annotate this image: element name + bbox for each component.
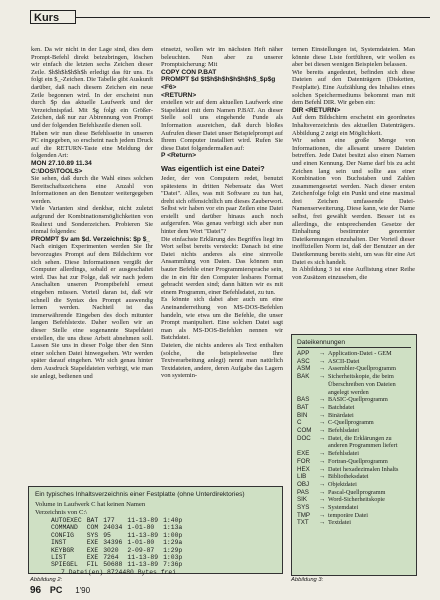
- paragraph: Wir sehen eine große Menge von Informationen, die allesamt unsere Dateien betreffen. Jede Datei besitzt also einen Namen und einen Kennung. Der Name darf bis zu acht Zeichen lang sein und sollte aus einer Kombination von Buchstaben und Zahlen zusammengesetzt werden. Nach dieser ersten Zeichenfolge folgt ein Punkt und eine maximal drei Zeichen umfassende Datei-Namenserweiterung. Diese kann, wie der Name selbst, frei gewählt werden. Besser ist es allerdings, die entsprechenden Gesetze der Einhaltung bestimmter genormter Dateikennungen einzuhalten. Der Vorteil dieser inoffiziellen Norm ist, daß der Benutzer an der Dateikennung bereits sieht, um was für eine Art Datei es sich handelt.: [292, 137, 415, 266]
- directory-cell: 11-13-89: [127, 517, 159, 524]
- figure-caption: Abbildung 2:: [30, 577, 63, 583]
- directory-cell: 1:00p: [163, 531, 183, 539]
- arrow-icon: →: [319, 511, 326, 519]
- arrow-icon: →: [319, 403, 326, 411]
- paragraph: Die einfachste Erklärung des Begriffes liegt im Wort selbst bereits versteckt: Danach ist eine Datei nichts anderes als eine sinnvolle Ansammlung von Daten. Das können nun bauter Befehle einer Programmiersprache sein, die in ein für den Computer lesbares Format gebracht werden sind; dann hätten wir es mit einem Programm, einer Befehlsdatei, zu tun.: [161, 235, 283, 296]
- extension-description: C-Quellprogramm: [328, 419, 374, 427]
- extension-code: SIK: [297, 496, 307, 504]
- directory-cell: 1-01-80: [127, 524, 155, 532]
- arrow-icon: →: [319, 519, 326, 527]
- text-column-2: [161, 46, 283, 486]
- volume-line: Volume in Laufwerk C hat keinen Namen: [35, 501, 146, 508]
- directory-cell: 1:40p: [163, 517, 183, 524]
- extension-description: Systemdatei: [328, 504, 359, 512]
- arrow-icon: →: [319, 457, 326, 465]
- directory-cell: 11-13-89: [127, 554, 159, 562]
- extension-item: [297, 404, 411, 412]
- paragraph: ken. Da wir nicht in der Lage sind, dies dem Prompt-Befehl direkt beizubringen, löschen wir einfach die letzten sechs Zeichen dieser Zeile. $h$h$h$h$h$h erledigt das für uns. Es folgt ein $_-Zeichen. Die Tabelle gibt Auskunft darüber, daß nach diesem Zeichen ein neue Zeile begonnen wird. In der erscheint nun durch $p das aktuelle Laufwerk und der Verzeichnispfad. Mit $g folgt ein Größer-Zeichen, daß nur zur Abtrennung von Prompt und der folgenden Befehlszeile dienen soll.: [31, 46, 153, 129]
- arrow-icon: →: [319, 504, 326, 512]
- extension-description: Bibliotheksdatei: [328, 473, 369, 481]
- arrow-icon: →: [319, 488, 326, 496]
- extension-item: [297, 450, 411, 458]
- arrow-icon: →: [319, 450, 326, 458]
- directory-cell: EXE: [86, 546, 99, 554]
- extensions-list: [297, 350, 411, 527]
- directory-row: [51, 547, 187, 554]
- directory-cell: 50688: [103, 561, 123, 569]
- box-title: Ein typisches Inhaltsverzeichnis einer Festplatte (ohne Unterdirektories): [35, 491, 245, 498]
- directory-row: [51, 532, 187, 539]
- arrow-icon: →: [319, 373, 326, 381]
- extension-description: Befehlsdatei: [328, 450, 359, 458]
- extension-code: BIN: [297, 411, 308, 419]
- extension-item: [297, 473, 411, 481]
- directory-cell: CONFIG: [51, 531, 75, 539]
- arrow-icon: →: [319, 465, 326, 473]
- arrow-icon: →: [319, 396, 326, 404]
- extension-description: Word-Sicherheitskopie: [328, 496, 385, 504]
- extension-item: [297, 373, 411, 396]
- paragraph: Wie bereits angedeutet, befinden sich diese Dateien auf den Datenträgern (Disketten, Festplatte). Eine Aufzählung des Inhaltes eines solchen Speichermediums bekommt man mit dem Befehl DIR. Wir geben ein:: [292, 68, 415, 107]
- directory-cell: 1:29p: [163, 546, 183, 554]
- section-label: Kurs: [30, 10, 76, 24]
- directory-cell: 11-13-89: [127, 531, 159, 539]
- extension-code: DOC: [297, 434, 311, 442]
- paragraph: Auf dem Bildschirm erscheint ein geordnetes Inhaltsverzeichnis des aktuellen Datenträgers. Abbildung 2 zeigt ein Möglichkeit.: [292, 114, 415, 137]
- extension-code: HEX: [297, 465, 310, 473]
- extension-code: BAK: [297, 373, 310, 381]
- extension-code: ASM: [297, 365, 311, 373]
- figure-caption: Abbildung 3:: [291, 577, 324, 583]
- extension-item: [297, 419, 411, 427]
- extension-item: [297, 427, 411, 435]
- extension-item: [297, 412, 411, 420]
- extension-item: [297, 481, 411, 489]
- extension-item: [297, 466, 411, 474]
- arrow-icon: →: [319, 434, 326, 442]
- code-line: <RETURN>: [161, 91, 197, 99]
- paragraph: erstellen wir auf dem aktuellen Laufwerk eine Stapeldatei mit dem Namen P.BAT. An dieser Stelle soll uns eingehende Funde als Information ausreichen, daß durch bloßes Aufrufen dieser Datei unser Beispielprompt auf Ihrem Computer installiert wird. Rufen Sie diese Datei folgendermaßen auf:: [161, 99, 283, 152]
- paragraph: Es könnte sich dabei aber auch um eine Aneinanderreihung von MS-DOS-Befehlen handeln, wie etwa um die Befehle, die unser Prompt manipuliert. Eine solchen Datei sagt man als MS-DOS-Befehlen nennen wir Batchdatei.: [161, 296, 283, 342]
- code-line: PROMPT $v am $d. Verzeichnis: $p $_: [31, 235, 151, 243]
- issue-number: 1'90: [75, 586, 91, 595]
- text-column-3: [292, 46, 415, 376]
- extension-item: [297, 365, 411, 373]
- paragraph: Haben wir nun diese Befehlsseite in unseren PC eingegeben, so erscheint nach jedem Druck auf die RETURN-Taste eine Meldung der folgenden Art:: [31, 129, 153, 160]
- extension-item: [297, 458, 411, 466]
- extension-description: Batchdatei: [328, 403, 355, 411]
- extension-description: Sicherheitskopie, die beim Überschreiben von Dateien angelegt werden: [328, 373, 396, 396]
- extension-code: EXE: [297, 450, 310, 458]
- extension-code: TMP: [297, 511, 311, 519]
- extension-description: Textdatei: [328, 519, 351, 527]
- directory-cell: 7:36p: [163, 561, 183, 569]
- section-heading: Was eigentlich ist eine Datei?: [161, 163, 265, 173]
- extension-item: [297, 512, 411, 520]
- directory-cell: COM: [86, 524, 99, 532]
- extension-description: Datei hexadezimalen Inhalts: [328, 465, 399, 473]
- directory-cell: 2-09-87: [127, 546, 155, 554]
- extension-code: COM: [297, 427, 312, 435]
- directory-cell: 1:13a: [163, 524, 183, 532]
- page-header: [30, 8, 430, 26]
- directory-cell: LIST: [51, 554, 67, 562]
- directory-cell: 1:03p: [163, 554, 183, 562]
- paragraph: ternen Einstellungen ist, Systemdateien. Man könnte diese Liste fortführen, wir wollen es aber bei diesen wenigen Beispielen belassen.: [292, 46, 415, 69]
- directory-cell: SYS: [86, 531, 99, 539]
- extension-code: SYS: [297, 504, 310, 512]
- arrow-icon: →: [319, 411, 326, 419]
- arrow-icon: →: [319, 480, 326, 488]
- directory-cell: SPIEGEL: [51, 561, 78, 569]
- extension-description: ASCII-Datei: [328, 357, 360, 365]
- extension-item: [297, 489, 411, 497]
- extension-item: [297, 435, 411, 450]
- paragraph: Nach einigen Experimenten werden Sie Ihr bevorzugtes Prompt auf dem Bildschirm vor sich sehen. Diese Informationen vergißt der Computer allerdings, sobald er ausgeschaltet wird. Das hat zur Folge, daß wir nach jedem Anschalten unseren Promptbefehl erneut eingeben müssen. Vorteil daran ist, daß wir schnell die Syntax des Prompt auswendig lernen werden. Nachteil ist das immerwährende Eingeben des doch mitunter langen Befehlstexte. Daher wollen wir an dieser Stelle eine sogenannte Stapeldatei erstellen, die uns diese Arbeit abnehmen soll. Lassen Sie uns in dieser Folge über den Sinn einer solchen Datei hinwegsehen. Wir werden später darauf eingehen. Wir sich genau hinter dem Ausdruck Stapeldateien verbirgt, wie man sie anlegt, bedienen und: [31, 243, 153, 380]
- extension-item: [297, 350, 411, 358]
- directory-cell: 7264: [103, 554, 119, 562]
- page-footer: [30, 585, 90, 598]
- directory-listing-box: [28, 486, 283, 574]
- directory-cell: 3020: [103, 546, 119, 554]
- extension-description: Assembler-Quellprogramm: [328, 365, 396, 373]
- extension-code: BAS: [297, 396, 310, 404]
- code-line: P <Return>: [161, 152, 197, 160]
- extension-code: C: [297, 419, 302, 427]
- magazine-logo: PC: [49, 585, 63, 595]
- extension-description: BASIC-Quellprogramm: [328, 396, 388, 404]
- extension-description: Befehlsdatei: [328, 427, 359, 435]
- directory-line: Verzeichnis von C:\: [35, 509, 88, 516]
- directory-cell: EXE: [86, 554, 99, 562]
- extension-code: BAT: [297, 403, 309, 411]
- code-line: COPY CON P.BAT: [161, 68, 217, 76]
- extension-code: APP: [297, 350, 310, 357]
- extension-item: [297, 358, 411, 366]
- paragraph: In Abbildung 3 ist eine Auflistung einer Reihe von Zusätzen einzusehen, die: [292, 266, 415, 281]
- text-column-1: [31, 46, 153, 484]
- extension-item: [297, 519, 411, 527]
- arrow-icon: →: [319, 350, 326, 357]
- arrow-icon: →: [319, 357, 326, 365]
- extension-description: Application-Datei - GEM: [328, 350, 392, 357]
- extension-description: Datei, die Erklärungen zu anderen Programmen liefert: [328, 434, 398, 450]
- directory-cell: INST: [51, 539, 67, 547]
- extension-code: ASC: [297, 357, 310, 365]
- arrow-icon: →: [319, 419, 326, 427]
- extension-description: Pascal-Quellprogramm: [328, 488, 386, 496]
- arrow-icon: →: [319, 427, 326, 435]
- directory-cell: BAT: [86, 517, 99, 524]
- code-line: PROMPT $d $t$h$h$h$h$h$h$_$p$g: [161, 76, 276, 84]
- extension-code: OBJ: [297, 480, 310, 488]
- directory-cell: 24034: [103, 524, 123, 532]
- directory-row: [51, 561, 187, 568]
- code-line: DIR <RETURN>: [292, 106, 341, 114]
- code-line: C:\DOS\TOOLS>: [31, 167, 83, 175]
- code-line: <F6>: [161, 83, 177, 91]
- paragraph: einsetzt, wollen wir im nächsten Heft näher beleuchten. Nun aber zu unserer Promptsicherung: Mit: [161, 46, 283, 69]
- extension-item: [297, 396, 411, 404]
- arrow-icon: →: [319, 473, 326, 481]
- extension-item: [297, 496, 411, 504]
- box-title: Dateikennungen: [297, 339, 411, 348]
- directory-cell: AUTOEXEC: [51, 517, 82, 524]
- directory-cell: 177: [103, 517, 115, 524]
- paragraph: Sie sehen, daß durch die Wahl eines solchen Bereitschaftszeichens eine Anzahl von Informationen an den Benutzer weitergegeben werden.: [31, 175, 153, 205]
- extension-description: Binärdatei: [328, 411, 354, 419]
- directory-row: [51, 539, 187, 546]
- directory-cell: EXE: [86, 539, 99, 547]
- directory-row: [51, 524, 187, 531]
- directory-cell: 1:29a: [163, 539, 183, 547]
- paragraph: Dateien, die nichts anderes als Text enthalten (solche, die beispielsweise Ihre Textverarbeitung anlegt) nennt man natürlich Textdateien, andere, deren Aufgabe das Lagern von systemin-: [161, 341, 283, 380]
- file-extensions-box: [291, 334, 417, 576]
- directory-row: [51, 554, 187, 561]
- directory-row: [51, 517, 187, 524]
- extension-code: LIB: [297, 473, 307, 481]
- directory-cell: 1-01-80: [127, 539, 155, 547]
- directory-cell: 11-13-89: [127, 561, 159, 569]
- directory-table: [51, 517, 187, 569]
- extension-code: FOR: [297, 457, 311, 465]
- paragraph: Jeder, der von Computern redet, benutzt spätestens in dritten Nebensatz das Wort "Datei". Alles, was mit Software zu tun hat, dreht sich offensichtlich um dieses Zauberwort. Selbst wir haben vor ein paar Zeilen eine Datei erstellt und darüber hinaus auch noch aufgerufen. Was genau verbirgt sich aber nun hinter dem Wort "Datei"?: [161, 174, 283, 236]
- extension-description: Fortran-Quellprogramm: [328, 457, 388, 465]
- directory-cell: COMMAND: [51, 524, 78, 532]
- code-line: MON 27.10.89 11.34: [31, 159, 92, 167]
- extension-description: Objektdatei: [328, 480, 357, 488]
- extension-code: TXT: [297, 519, 309, 527]
- header-rule: [76, 17, 430, 18]
- directory-cell: 95: [103, 531, 111, 539]
- directory-cell: 34396: [103, 539, 123, 547]
- directory-cell: FIL: [86, 561, 99, 569]
- arrow-icon: →: [319, 365, 326, 373]
- page-number: 96: [30, 585, 42, 596]
- extension-code: PAS: [297, 488, 309, 496]
- paragraph: Viele Varianten sind denkbar, nicht zuletzt aufgrund der Kombinationsmöglichkeiten von Realtext und Sonderzeichen. Probieren Sie einmal folgendes:: [31, 205, 153, 236]
- directory-cell: KEYBGR: [51, 546, 75, 554]
- arrow-icon: →: [319, 496, 326, 504]
- directory-total: 7 Datei(en) 8724480 Bytes frei: [61, 568, 177, 576]
- extension-item: [297, 504, 411, 512]
- extension-description: temporäre Datei: [328, 511, 369, 519]
